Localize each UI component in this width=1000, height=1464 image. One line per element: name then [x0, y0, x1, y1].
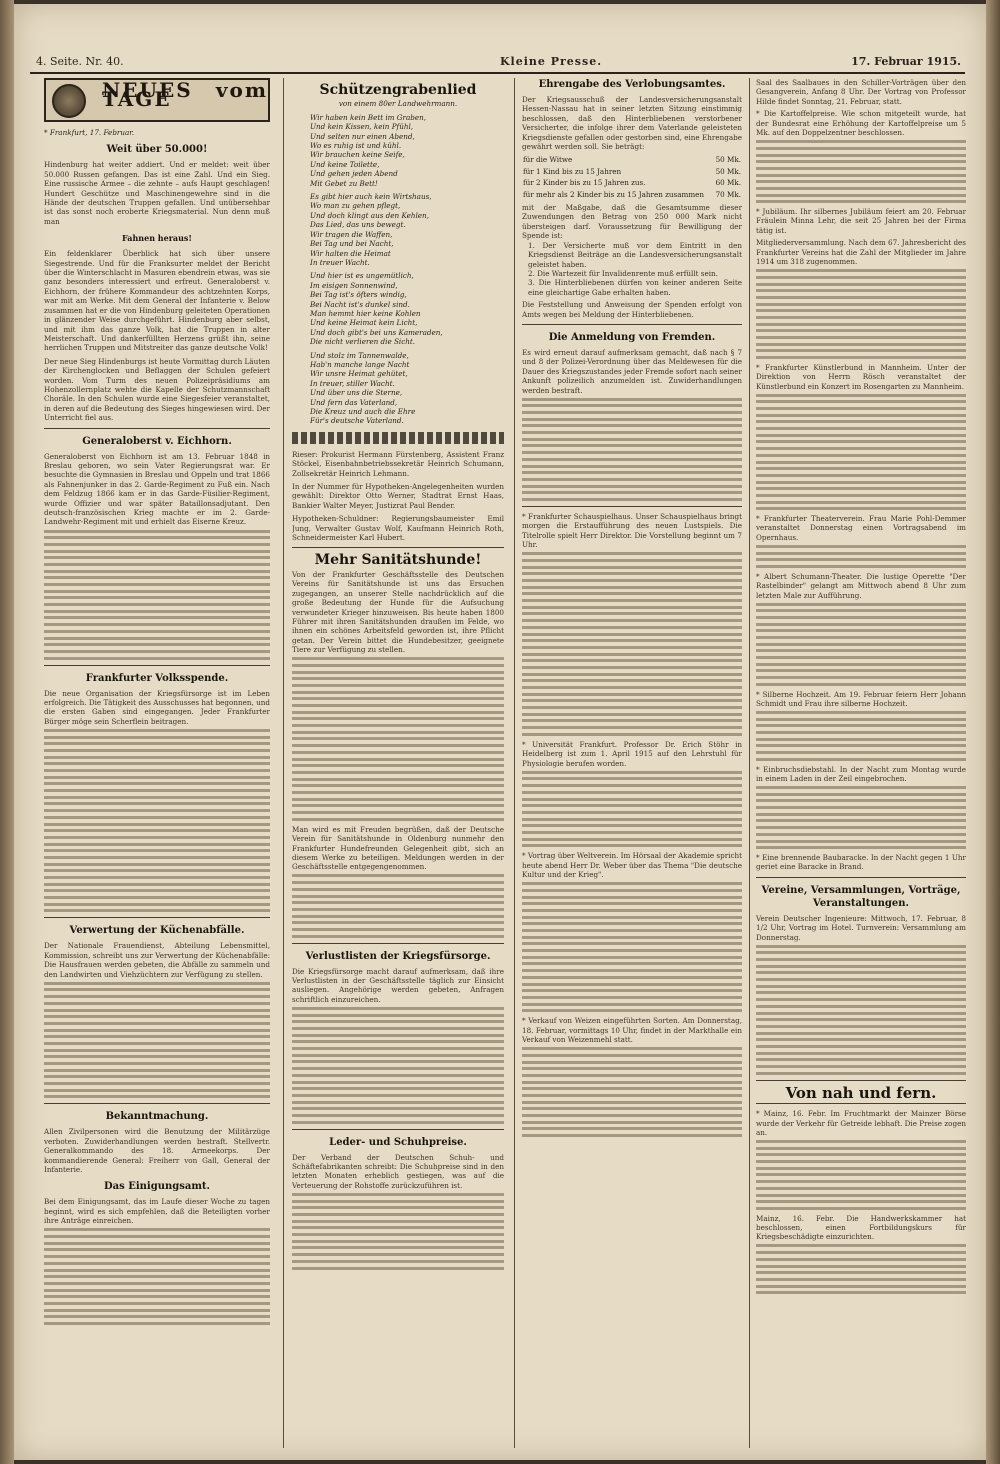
notice-text: Rieser: Prokurist Hermann Fürstenberg, Assistent Franz Stöckel, Eisenbahnbetriebssekretär Heinrich Schumann, Zollsekretär Heinrich Lehmann. — [292, 449, 504, 478]
notice-text: Hypotheken-Schuldner: Regierungsbaumeister Emil Jung, Verwalter Gustav Wolf, Kaufmann Heinrich Roth, Schneidermeister Karl Hubert. — [292, 514, 504, 543]
article-text: Die Feststellung und Anweisung der Spenden erfolgt von Amts wegen bei Meldung der Hinterbliebenen. — [522, 300, 742, 319]
article-text: Generaloberst von Eichhorn ist am 13. Februar 1848 in Breslau geboren, wo sein Vater Regierungsrat war. Er besuchte die Gymnasien in Breslau und Oppeln und trat 1866 als Fahnenjunker in das 2. Garde-Regiment zu Fuß ein. Nach dem Feldzug 1866 kam er in das Garde-Füsilier-Regiment, wurde Offizier und war später Bataillonsadjutant. Den deutsch-französischen Krieg machte er im 2. Garde-Landwehr-Regiment mit und erhielt das Eiserne Kreuz. — [44, 451, 270, 527]
page-header — [30, 52, 965, 74]
poem-byline: von einem 80er Landwehrmann. — [338, 99, 458, 109]
list-item: 3. Die Hinterbliebenen dürfen von keiner anderen Seite eine gleichartige Gabe erhalten haben. — [528, 278, 742, 297]
poem-line: Und gehen jeden Abend — [310, 169, 398, 179]
text-block — [44, 530, 270, 660]
article-text: * Silberne Hochzeit. Am 19. Februar feiern Herr Johann Schmidt und Frau ihre silberne Hochzeit. — [756, 689, 966, 708]
divider — [292, 943, 504, 944]
divider — [292, 547, 504, 548]
poem-line: Und über uns die Sterne, — [310, 388, 403, 398]
text-block — [292, 1007, 504, 1124]
poem-line: Und kein Kissen, kein Pfühl, — [310, 122, 414, 132]
column-3 — [522, 78, 742, 1448]
article-text: Mainz, 16. Febr. Die Handwerkskammer hat beschlossen, einen Fortbildungskurs für Kriegsbeschädigte einzurichten. — [756, 1213, 966, 1242]
poem-line: Bei Tag und bei Nacht, — [310, 239, 394, 249]
poem-line: Hab'n manche lange Nacht — [310, 359, 410, 369]
text-block — [44, 982, 270, 1099]
poem-line: Es gibt hier auch kein Wirtshaus, — [310, 192, 432, 202]
text-block — [756, 711, 966, 761]
poem-line: Mit Gebet zu Bett! — [310, 178, 378, 188]
poem-line: Wir haben kein Bett im Graben, — [310, 112, 427, 122]
article-headline: Verlustlisten der Kriegsfürsorge. — [305, 950, 491, 962]
article-text: Der Verband der Deutschen Schuh- und Schäftefabrikanten schreibt: Die Schuhpreise sind in den letzten Monaten erheblich gestiegen, was auf die Verteuerung der Rohstoffe zurückzuführen ist. — [292, 1152, 504, 1190]
text-block — [44, 729, 270, 913]
poem-stanza — [292, 192, 504, 267]
article-text: Ein feldenklarer Überblick hat sich über unsere Siegestrende. Und für die Franksurter meldet der Bericht über die Winterschlacht in Masuren ebendrein etwas, was sie ganz besonders interessiert und erfreut. Generaloberst v. Eichhorn, der frühere Kommandeur des achtzehnten Korps, war mit am Werke. Mit dem General der Infanterie v. Below zusammen hat er die von Hindenburg geleiteten Operationen in glänzender Weise durchgeführt. Hindenburg aber selbst, und mit ihm das ganze Volk, hat die Truppen in alter Meisterschaft. Und dankerfüllten Herzens grüßt ihn, seine herrlichen Truppen und Mitstreiter das ganze deutsche Volk! — [44, 249, 270, 353]
ornamental-rule — [292, 432, 504, 444]
poem-line: Wir tragen die Waffen, — [310, 229, 393, 239]
poem-line: Die nicht verlieren die Sicht. — [310, 337, 416, 347]
table-cell: für mehr als 2 Kinder bis zu 15 Jahren zusammen — [523, 189, 705, 199]
divider — [756, 1080, 966, 1081]
poem-line: Und doch gibt's bei uns Kameraden, — [310, 327, 443, 337]
text-block — [292, 657, 504, 821]
section-headline: Von nah und fern. — [785, 1083, 937, 1102]
column-2 — [292, 78, 504, 1448]
article-headline: Weit über 50.000! — [106, 144, 208, 156]
page-number: 4. Seite. Nr. 40. — [36, 55, 124, 68]
divider — [44, 428, 270, 429]
poem-line: Bei Tag ist's öfters windig, — [310, 290, 407, 300]
masthead-title: NEUES vom TAGE — [102, 78, 268, 112]
section-masthead — [44, 78, 270, 122]
table-cell: für die Witwe — [523, 155, 573, 165]
table-cell: 50 Mk. — [715, 166, 741, 176]
poem-stanza — [292, 351, 504, 426]
poem-line: Und fern das Vaterland, — [310, 397, 398, 407]
text-block — [756, 394, 966, 511]
text-block — [756, 269, 966, 359]
article-text: Es wird erneut darauf aufmerksam gemacht, daß nach § 7 und 8 der Polizei-Verordnung über das Meldewesen für die Dauer des Kriegszustandes jeder Fremde sofort nach seiner Ankunft polizeilich anzumelden ist. Zuwiderhandlungen werden bestraft. — [522, 347, 742, 395]
poem-line: Wo man zu gehen pflegt, — [310, 201, 401, 211]
poem-line: In treuer Wacht. — [310, 257, 370, 267]
table-row — [522, 154, 742, 165]
poem-line: Für's deutsche Vaterland. — [310, 416, 404, 426]
text-block — [522, 882, 742, 1012]
poem-line: Und hier ist es ungemütlich, — [310, 271, 414, 281]
poem-line: Im eisigen Sonnenwind, — [310, 280, 398, 290]
poem-line: Die Kreuz und auch die Ehre — [310, 407, 416, 416]
poem-line: Wir unsre Heimat gehütet, — [310, 369, 408, 379]
divider — [756, 877, 966, 878]
poem-line: Wo es ruhig ist und kühl. — [310, 141, 402, 151]
column-rule — [283, 78, 284, 1448]
article-headline: Die Anmeldung von Fremden. — [548, 331, 716, 343]
column-4 — [756, 78, 966, 1448]
article-text: * Eine brennende Baubaracke. In der Nacht gegen 1 Uhr geriet eine Baracke in Brand. — [756, 852, 966, 872]
column-1 — [44, 78, 270, 1448]
table-cell: für 2 Kinder bis zu 15 Jahren zus. — [523, 178, 646, 188]
text-block — [756, 140, 966, 203]
text-block — [522, 771, 742, 848]
article-text: Der Nationale Frauendienst, Abteilung Lebensmittel, Kommission, schreibt uns zur Verwertung der Küchenabfälle: Die Hausfrauen werden gebeten, die Abfälle zu sammeln und den Landwirten und Viehzüchtern zur Verfügung zu stellen. — [44, 941, 270, 979]
article-text: Verein Deutscher Ingenieure: Mittwoch, 17. Februar, 8 1/2 Uhr, Vortrag im Hotel. Turnverein: Versammlung am Donnerstag. — [756, 913, 966, 942]
table-row — [522, 177, 742, 188]
text-block — [756, 1244, 966, 1294]
article-text: * Albert Schumann-Theater. Die lustige Operette "Der Rastelbinder" gelangt am Mittwoch abend 8 Uhr zum letzten Male zur Aufführung. — [756, 571, 966, 600]
table-cell: für 1 Kind bis zu 15 Jahren — [523, 166, 622, 176]
article-text: * Universität Frankfurt. Professor Dr. Erich Stöhr in Heidelberg ist zum 1. April 1915 auf den Lehrstuhl für Physiologie berufen worden. — [522, 739, 742, 768]
section-headline: Vereine, Versammlungen, Vorträge, Veranstaltungen. — [761, 884, 961, 909]
poem-stanza — [292, 271, 504, 346]
article-headline: Mehr Sanitätshunde! — [314, 552, 482, 569]
text-block — [292, 1193, 504, 1270]
article-text: * Mainz, 16. Febr. Im Fruchtmarkt der Mainzer Börse wurde der Verkehr für Getreide lebhaft. Die Preise zogen an. — [756, 1109, 966, 1137]
poem-line: Und doch klingt aus den Kehlen, — [310, 210, 429, 220]
text-block — [756, 603, 966, 686]
article-headline: Verwertung der Küchenabfälle. — [69, 925, 245, 937]
article-headline: Das Einigungsamt. — [103, 1181, 211, 1193]
text-block — [756, 1140, 966, 1210]
table-cell: 60 Mk. — [715, 178, 741, 188]
article-headline: Leder- und Schuhpreise. — [329, 1136, 467, 1148]
table-cell: 50 Mk. — [715, 155, 741, 165]
article-text: * Verkauf von Weizen eingeführten Sorten. Am Donnerstag, 18. Februar, vormittags 10 Uhr, findet in der Markthalle ein Verkauf von Weizenmehl statt. — [522, 1016, 742, 1045]
scan-margin-left — [0, 0, 14, 1464]
text-block — [522, 1047, 742, 1137]
text-block — [522, 398, 742, 501]
article-text: Der Kriegsausschuß der Landesversicherungsanstalt Hessen-Nassau hat in seiner letzten Sitzung einstimmig beschlossen, daß den Hinterbliebenen verstorbener Versicherter, die infolge ihrer dem Vaterlande geleisteten Kriegsdienste gefallen oder gestorben sind, eine Ehrengabe gewährt werden soll. Sie beträgt: — [522, 95, 742, 152]
poem-line: Und stolz im Tannenwalde, — [310, 350, 409, 360]
dateline: * Frankfurt, 17. Februar. — [44, 128, 135, 137]
article-text: Saal des Saalbaues in den Schiller-Vorträgen über den Gesangverein, Anfang 8 Uhr. Der Vortrag von Professor Hilde findet Sonntag, 21. Februar, statt. — [756, 78, 966, 106]
article-subheading: Fahnen heraus! — [122, 233, 192, 244]
divider — [522, 506, 742, 507]
text-block — [756, 786, 966, 849]
article-headline: Frankfurter Volksspende. — [85, 672, 229, 684]
issue-date: 17. Februar 1915. — [851, 55, 961, 68]
article-text: Hindenburg hat weiter addiert. Und er meldet: weit über 50.000 Russen gefangen. Das ist eine Zahl. Und ein Sieg. Eine russische Armee – die zehnte – aufs Haupt geschlagen! Hundert Geschütze und Maschinengewehre sind in die Hände der deutschen Truppen gefallen. Und unübersehbar ist das sonst noch eroberte Kriegsmaterial. Nun denn muß man — [44, 160, 270, 226]
text-block — [522, 552, 742, 736]
column-rule — [514, 78, 515, 1448]
article-headline: Ehrengabe des Verlobungsamtes. — [538, 79, 726, 90]
article-text: * Vortrag über Weltverein. Im Hörsaal der Akademie spricht heute abend Herr Dr. Weber über das Thema "Die deutsche Kultur und der Krieg". — [522, 851, 742, 880]
poem-line: Wir halten die Heimat — [310, 248, 391, 258]
article-text: Allen Zivilpersonen wird die Benutzung der Militärzüge verboten. Zuwiderhandlungen werden bestraft. Stellvertr. Generalkommando des 18. Armeekorps. Der kommandierende General: Freiherr von Gall, General der Infanterie. — [44, 1127, 270, 1175]
paper-title: Kleine Presse. — [500, 55, 603, 68]
text-block — [44, 1228, 270, 1325]
article-text: Von der Frankfurter Geschäftsstelle des Deutschen Vereins für Sanitätshunde ist uns das Ersuchen zugegangen, an unserer Stelle nachdrücklich auf die große Bedeutung der Hunde für die Aufsuchung verwundeter Krieger hinzuweisen. Bis heute haben 1800 Führer mit ihren Sanitätshunden draußen im Felde, wo ihnen ein schönes Arbeitsfeld geworden ist, ihre Pflicht getan. Der Verein bittet die Hundebesitzer, geeignete Tiere zur Verfügung zu stellen. — [292, 569, 504, 655]
article-text: Bei dem Einigungsamt, das im Laufe dieser Woche zu tagen beginnt, wird es sich empfehlen, daß die Beteiligten vorher ihre Anträge einreichen. — [44, 1197, 270, 1226]
divider — [44, 917, 270, 918]
article-headline: Bekanntmachung. — [105, 1111, 209, 1123]
poem-stanza — [292, 113, 504, 188]
article-text: Mitgliederversammlung. Nach dem 67. Jahresbericht des Frankfurter Vereins hat die Zahl der Mitglieder im Jahre 1914 um 318 zugenommen. — [756, 238, 966, 267]
city-seal-icon — [52, 84, 86, 118]
poem-line: In treuer, stiller Wacht. — [310, 378, 395, 388]
article-text: * Einbruchsdiebstahl. In der Nacht zum Montag wurde in einem Laden in der Zeil eingebrochen. — [756, 764, 966, 783]
divider — [756, 1103, 966, 1104]
divider — [292, 1129, 504, 1130]
text-block — [756, 945, 966, 1075]
article-text: * Frankfurter Künstlerbund in Mannheim. Unter der Direktion von Herrn Rösch veranstaltet der Künstlerbund ein Konzert im Rosengarten zu Mannheim. — [756, 362, 966, 391]
poem-title: Schützengrabenlied — [319, 82, 477, 98]
poem-line: Bei Nacht ist's dunkel sind. — [310, 299, 410, 309]
poem-line: Man hemmt hier keine Kohlen — [310, 308, 421, 318]
poem-line: Und keine Toilette, — [310, 159, 380, 169]
poem-line: Und selten nur einen Abend, — [310, 131, 415, 141]
table-cell: 70 Mk. — [715, 189, 741, 199]
article-text: mit der Maßgabe, daß die Gesamtsumme dieser Zuwendungen den Betrag von 250 000 Mark nicht übersteigen darf. Voraussetzung für Bewilligung der Spende ist: — [522, 203, 742, 241]
divider — [522, 324, 742, 325]
divider — [44, 1103, 270, 1104]
scan-margin-right — [986, 0, 1000, 1464]
notice-text: In der Nummer für Hypotheken-Angelegenheiten wurden gewählt: Direktor Otto Werner, Stadtrat Ernst Haas, Bankier Walter Meyer, Justizrat Paul Bender. — [292, 482, 504, 510]
article-text: * Frankfurter Schauspielhaus. Unser Schauspielhaus bringt morgen die Erstaufführung des neuen Lustspiels. Die Titelrolle spielt Herr Direktor. Die Vorstellung beginnt um 7 Uhr. — [522, 511, 742, 550]
poem-line: Und keine Heimat kein Licht, — [310, 318, 418, 328]
article-text: * Frankfurter Theaterverein. Frau Marie Pohl-Demmer veranstaltet Donnerstag einen Vortragsabend im Opernhaus. — [756, 514, 966, 542]
table-row — [522, 189, 742, 200]
article-text: Man wird es mit Freuden begrüßen, daß der Deutsche Verein für Sanitätshunde in Oldenburg nunmehr den Frankfurter Hundefreunden Gelegenheit gibt, sich an diesem Werke zu beteiligen. Meldungen werden in der Geschäftsstelle entgegengenommen. — [292, 824, 504, 872]
text-block — [292, 874, 504, 937]
column-rule — [749, 78, 750, 1448]
table-row — [522, 166, 742, 177]
poem-line: Wir brauchen keine Seife, — [310, 150, 405, 160]
article-text: * Die Kartoffelpreise. Wie schon mitgeteilt wurde, hat der Bundesrat eine Erhöhung der Kartoffelpreise um 5 Mk. auf den Doppelzentner beschlossen. — [756, 109, 966, 138]
article-headline: Generaloberst v. Eichhorn. — [82, 435, 232, 447]
article-text: Die neue Organisation der Kriegsfürsorge ist im Leben erfolgreich. Die Tätigkeit des Ausschusses hat begonnen, und die ersten Gaben sind eingegangen. Jeder Frankfurter Bürger möge sein Scherflein beitragen. — [44, 688, 270, 726]
article-text: * Jubiläum. Ihr silbernes Jubiläum feiert am 20. Februar Fräulein Minna Lehr, die seit 25 Jahren bei der Firma tätig ist. — [756, 207, 966, 235]
poem-line: Das Lied, das uns bewegt. — [310, 220, 406, 230]
divider — [44, 665, 270, 666]
list-item: 2. Die Wartezeit für Invalidenrente muß erfüllt sein. — [528, 268, 718, 278]
article-text: Die Kriegsfürsorge macht darauf aufmerksam, daß ihre Verlustlisten in der Geschäftsstelle täglich zur Einsicht ausliegen. Angehörige werden gebeten, Anfragen schriftlich einzureichen. — [292, 966, 504, 1004]
list-item: 1. Der Versicherte muß vor dem Eintritt in den Kriegsdienst Beiträge an die Landesversicherungsanstalt geleistet haben. — [528, 240, 742, 269]
grant-table — [522, 154, 742, 200]
article-text: Der neue Sieg Hindenburgs ist heute Vormittag durch Läuten der Kirchenglocken und Beflaggen der Schulen gefeiert worden. Vom Turm des neuen Polizeipräsidiums am Hohenzollernplatz wehte die Kapelle der Schutzmannschaft Choräle. In den Schulen wurde eine Siegesfeier veranstaltet, in deren auf die Bedeutung des Sieges hingewiesen wird. Der Unterricht fiel aus. — [44, 356, 270, 423]
text-block — [756, 545, 966, 568]
